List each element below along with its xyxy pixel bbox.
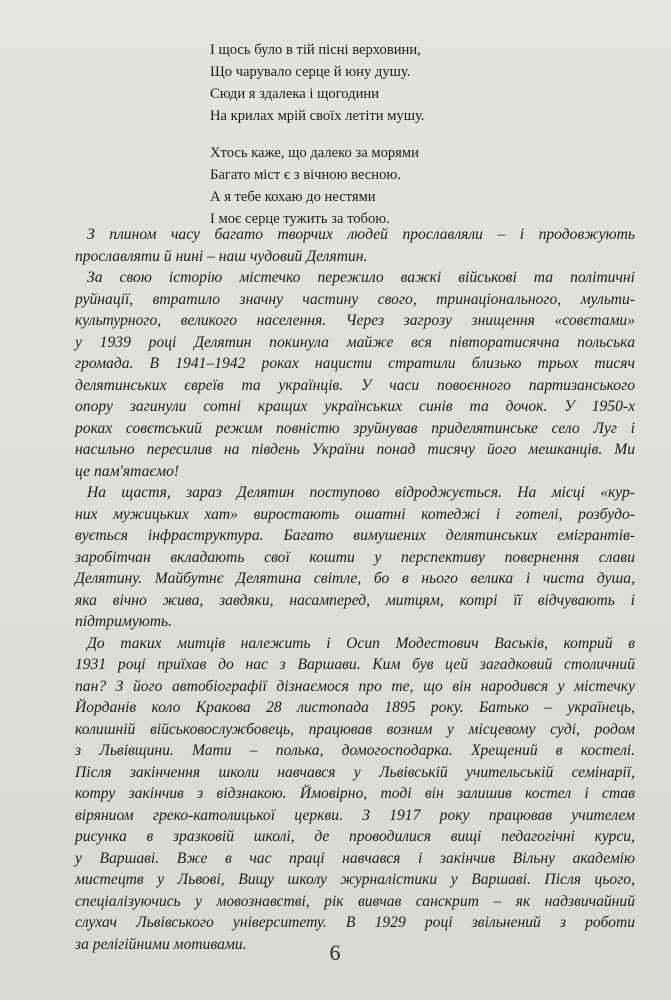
poem-line: І моє серце тужить за тобою.: [210, 211, 390, 227]
poem-line: Хтось каже, що далеко за морями: [210, 145, 419, 161]
text-line: культурного, великого населення. Через загрозу знищення «совєтами»: [75, 312, 635, 329]
poem-line: Сюди я здалека і щогодини: [210, 86, 380, 102]
poem-stanza: [210, 39, 630, 127]
text-line: віряниом греко-католицької церкви. З 1917 року працював учителем: [75, 806, 635, 824]
text-line: 1931 році приїхав до нас з Варшави. Ким був цей загадковий столичний: [75, 656, 635, 673]
poem: [210, 39, 630, 245]
text-line: у 1939 році Делятин покинула майже вся півторатисячна польська: [75, 333, 635, 351]
text-line: них мужицьких хат» виростають ошатні котеджі і готелі, розбудо-: [75, 505, 635, 523]
text-line: яка вічно жива, завдяки, насамперед, митцям, котрі її відчувають і: [75, 591, 635, 609]
text-line: спеціалізуючись у мовознавстві, рік вивчав санскрит – як надзвичайний: [75, 892, 635, 910]
text-line: руйнації, втратило значну частину свого, тринаціонального, мульти-: [75, 290, 635, 308]
text-line: На щастя, зараз Делятин поступово відроджується. На місці «кур-: [87, 484, 635, 501]
paragraph: [75, 482, 635, 633]
text-line: заробітчан вкладають свої кошти у перспективу повернення слави: [75, 548, 635, 566]
poem-line: На крилах мрій своїх летіти мушу.: [210, 108, 425, 124]
text-line: делятинських євреїв та українців. У часи повоєнного партизанського: [75, 376, 635, 394]
page-number: 6: [329, 940, 342, 965]
text-line: Після закінчення школи навчався у Львівській учительській семінарії,: [75, 763, 635, 781]
text-line: з Львівщини. Мати – полька, домогосподарка. Хрещений в костелі.: [75, 742, 635, 759]
text-line: насильно пересилив на південь України понад тисячу його мешканців. Ми: [75, 441, 635, 458]
text-line: До таких митців належить і Осип Модестович Васьків, котрий в: [87, 634, 635, 652]
poem-stanza: [210, 142, 630, 230]
text-line: слухач Львівського університету. В 1929 році звільнений з роботи: [75, 914, 635, 931]
text-line: підтримують.: [75, 613, 172, 630]
body-text: [75, 224, 635, 955]
text-line: З плином часу багато творчих людей прославляли – і продовжують: [87, 226, 635, 243]
poem-line: І щось було в тій пісні верховини,: [210, 42, 421, 58]
text-line: вується інфраструктура. Багато вимушених делятинських емігрантів-: [75, 527, 635, 544]
paragraph: [75, 633, 635, 956]
text-line: котру закінчив з відзнакою. Ймовірно, тоді він залишив костел і став: [75, 785, 635, 802]
poem-line: Що чарувало серце й юну душу.: [210, 64, 411, 80]
text-line: опору загинули сотні кращих українських синів та дочок. У 1950-х: [75, 398, 635, 415]
text-line: рисунка в зразковій школі, де проводилися вищі педагогічні курси,: [75, 828, 635, 845]
text-line: це пам'ятаємо!: [75, 462, 180, 480]
text-line: у Варшаві. Вже в час праці навчався і закінчив Вільну академію: [75, 849, 635, 867]
text-line: Делятину. Майбутнє Делятина світле, бо в нього велика і чиста душа,: [75, 570, 635, 587]
text-line: пан? З його автобіографії дізнаємося про те, що він народився у містечку: [75, 677, 635, 695]
text-line: колишній військовослужбовець, працював возним у місцевому суді, родом: [75, 720, 635, 738]
text-line: за релігійними мотивами.: [75, 935, 247, 953]
text-line: громада. В 1941–1942 роках нацисти стратили близько трьох тисяч: [75, 355, 635, 372]
text-line: Йорданів коло Кракова 28 листопада 1895 року. Батько – українець,: [75, 699, 635, 716]
text-line: прославляти й нині – наш чудовий Делятин.: [75, 247, 368, 265]
text-line: За свою історію містечко пережило важкі військові та політичні: [87, 269, 635, 286]
text-line: роках совєтський режим повністю зруйнував приделятинське село Луг і: [75, 419, 635, 437]
paragraph: [75, 267, 635, 482]
text-line: мистецтв у Львові, Вищу школу журналістики у Варшаві. Після цього,: [75, 871, 635, 888]
poem-line: А я тебе кохаю до нестями: [210, 189, 376, 205]
poem-line: Багато міст є з вічною весною.: [210, 167, 401, 183]
paragraph: [75, 224, 635, 267]
